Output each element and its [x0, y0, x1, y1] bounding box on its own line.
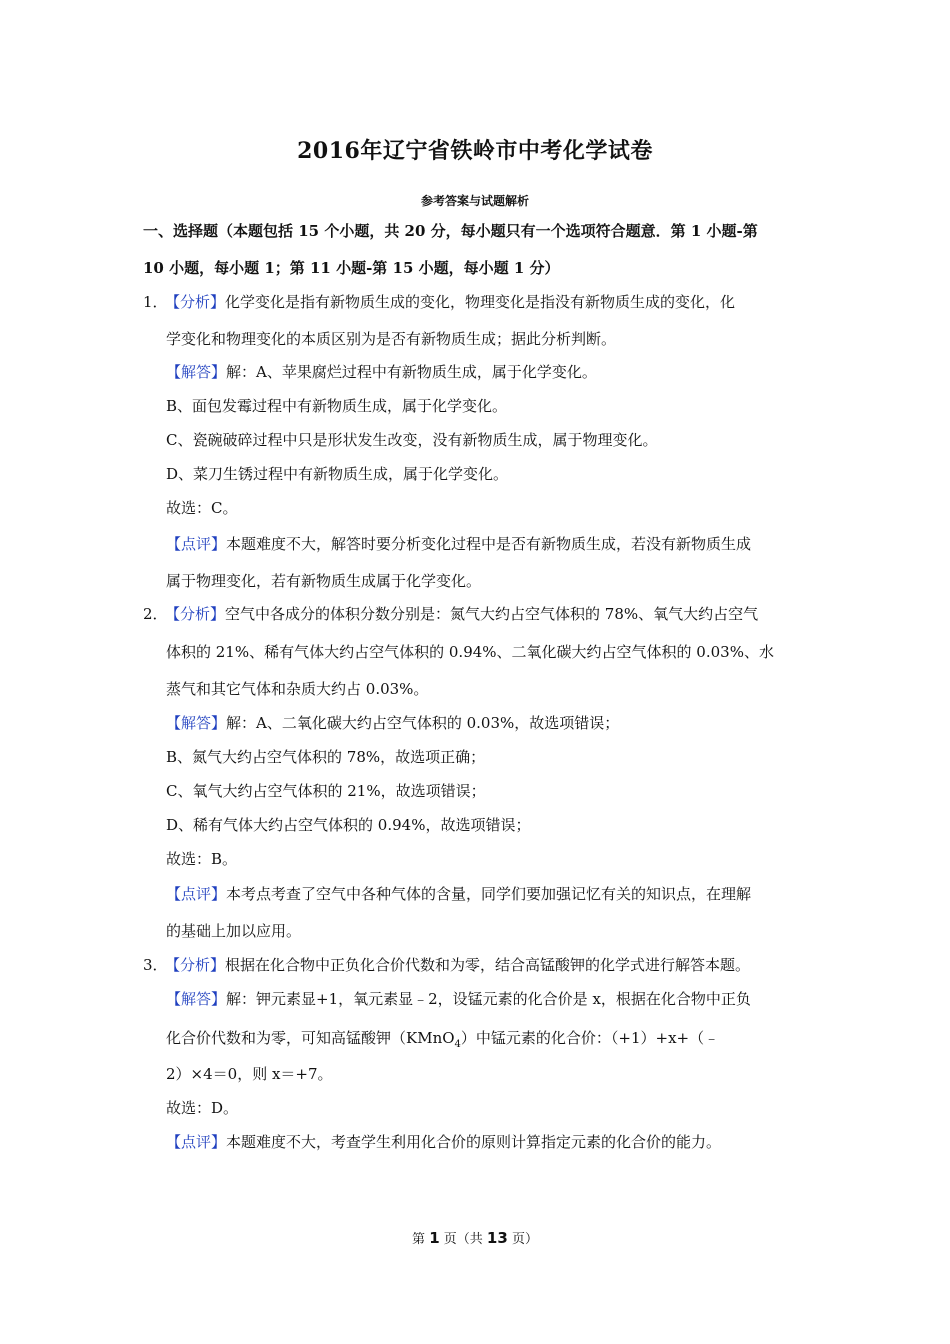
- answer-tag: 【解答】: [166, 990, 227, 1008]
- q2-number: 2．: [143, 605, 168, 623]
- q3-answer-line1: [166, 989, 751, 1009]
- q1-answer-line3: C、瓷碗破碎过程中只是形状发生改变，没有新物质生成，属于物理变化。: [166, 431, 658, 449]
- q3-analysis-text-1: 根据在化合物中正负化合价代数和为零，结合高锰酸钾的化学式进行解答本题。: [225, 956, 751, 974]
- q1-number: 1．: [143, 293, 168, 311]
- page-subtitle: 参考答案与试题解析: [420, 194, 529, 208]
- q2-answer-line3: C、氧气大约占空气体积的 21%，故选项错误；: [166, 782, 486, 800]
- q2-answer-line1: [166, 713, 619, 733]
- comment-tag: 【点评】: [166, 885, 227, 903]
- q1-choice: 故选：C。: [166, 499, 238, 517]
- q1-comment-line2: 属于物理变化，若有新物质生成属于化学变化。: [166, 572, 482, 590]
- section-heading-line2: 10 小题，每小题 1；第 11 小题-第 15 小题，每小题 1 分）: [143, 259, 560, 277]
- q1-analysis-text-1: 化学变化是指有新物质生成的变化，物理变化是指没有新物质生成的变化，化: [225, 293, 736, 311]
- q3-number: 3．: [143, 956, 168, 974]
- q3-comment-line1: [166, 1132, 721, 1152]
- q3-choice: 故选：D。: [166, 1099, 239, 1117]
- footer-mid: 页（共: [443, 1232, 483, 1247]
- q1-analysis-line2: 学变化和物理变化的本质区别为是否有新物质生成；据此分析判断。: [166, 330, 617, 348]
- q2-analysis-line2: 体积的 21%、稀有气体大约占空气体积的 0.94%、二氧化碳大约占空气体积的 0.03%、水: [166, 643, 774, 661]
- q1-analysis-line1: [143, 292, 735, 312]
- q2-comment-line1: [166, 884, 751, 904]
- q2-answer-text-1: 解：A、二氧化碳大约占空气体积的 0.03%，故选项错误；: [226, 714, 620, 732]
- analysis-tag: 【分析】: [165, 293, 226, 311]
- analysis-tag: 【分析】: [165, 956, 226, 974]
- q2-choice: 故选：B。: [166, 850, 238, 868]
- footer-page-number: 1: [429, 1229, 440, 1247]
- q3-answer-line3: 2）×4＝0，则 x＝+7。: [166, 1065, 333, 1083]
- page-footer: [0, 1228, 950, 1247]
- q1-comment-text-1: 本题难度不大，解答时要分析变化过程中是否有新物质生成，若没有新物质生成: [226, 535, 752, 553]
- q3-answer-line2: [166, 1028, 719, 1055]
- q3-answer-text-2b: ）中锰元素的化合价：（+1）+x+（﹣: [460, 1029, 720, 1047]
- q3-analysis-line1: [143, 955, 750, 975]
- section-heading-line1: 一、选择题（本题包括 15 个小题，共 20 分，每小题只有一个选项符合题意．第 1 小题-第: [143, 222, 758, 240]
- q3-answer-text-1: 解：钾元素显+1，氧元素显﹣2，设锰元素的化合价是 x，根据在化合物中正负: [226, 990, 751, 1008]
- q3-subscript: 4: [454, 1039, 461, 1050]
- q2-analysis-line1: [143, 604, 758, 624]
- page-title: 2016年辽宁省铁岭市中考化学试卷: [297, 138, 653, 164]
- q2-analysis-line3: 蒸气和其它气体和杂质大约占 0.03%。: [166, 680, 429, 698]
- q2-answer-line2: B、氮气大约占空气体积的 78%，故选项正确；: [166, 748, 486, 766]
- q1-comment-line1: [166, 534, 751, 554]
- comment-tag: 【点评】: [166, 1133, 227, 1151]
- answer-tag: 【解答】: [166, 363, 227, 381]
- answer-tag: 【解答】: [166, 714, 227, 732]
- analysis-tag: 【分析】: [165, 605, 226, 623]
- footer-pre: 第: [412, 1232, 426, 1247]
- q1-answer-text-1: 解：A、苹果腐烂过程中有新物质生成，属于化学变化。: [226, 363, 597, 381]
- q1-answer-line2: B、面包发霉过程中有新物质生成，属于化学变化。: [166, 397, 508, 415]
- q2-comment-text-1: 本考点考查了空气中各种气体的含量，同学们要加强记忆有关的知识点，在理解: [226, 885, 752, 903]
- q2-answer-line4: D、稀有气体大约占空气体积的 0.94%，故选项错误；: [166, 816, 531, 834]
- q2-analysis-text-1: 空气中各成分的体积分数分别是：氮气大约占空气体积的 78%、氧气大约占空气: [225, 605, 759, 623]
- footer-post: 页）: [511, 1232, 538, 1247]
- q3-comment-text-1: 本题难度不大，考查学生利用化合价的原则计算指定元素的化合价的能力。: [226, 1133, 722, 1151]
- q3-answer-text-2a: 化合价代数和为零，可知高锰酸钾（KMnO: [166, 1029, 455, 1047]
- footer-total-pages: 13: [486, 1229, 508, 1247]
- comment-tag: 【点评】: [166, 535, 227, 553]
- q1-answer-line4: D、菜刀生锈过程中有新物质生成，属于化学变化。: [166, 465, 509, 483]
- q2-comment-line2: 的基础上加以应用。: [166, 922, 302, 940]
- q1-answer-line1: [166, 362, 597, 382]
